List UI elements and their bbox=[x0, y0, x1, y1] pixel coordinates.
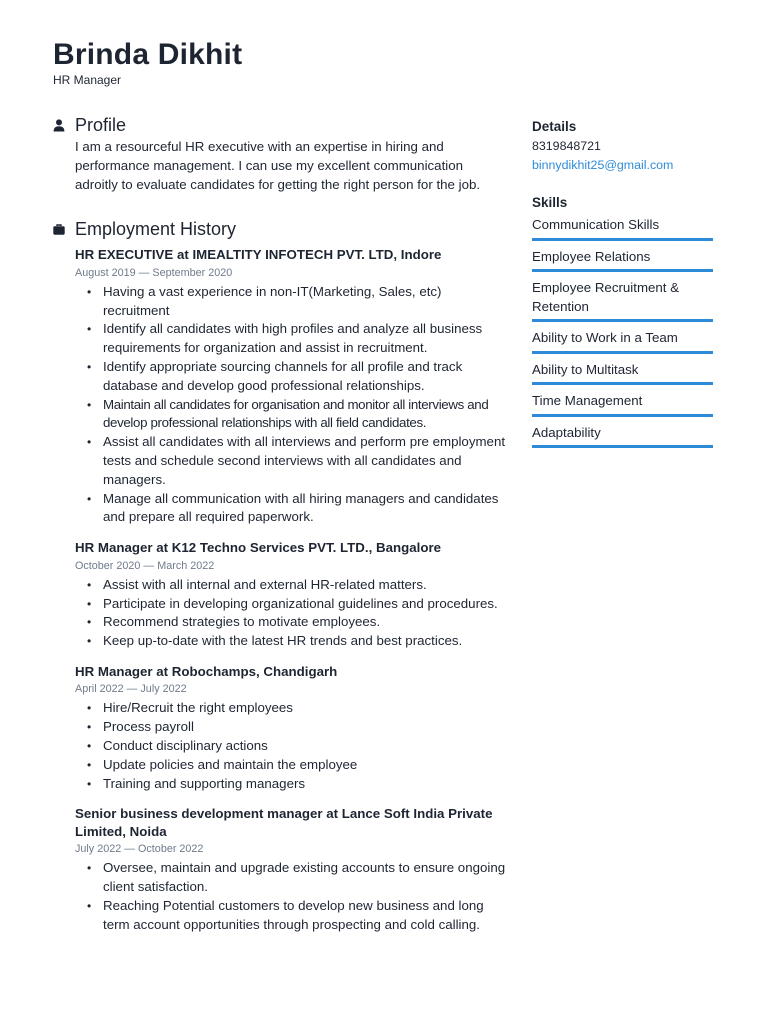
profile-section-header bbox=[53, 112, 508, 138]
job-title: HR Manager at Robochamps, Chandigarh bbox=[75, 663, 338, 679]
email-link[interactable]: binnydikhit25@gmail.com bbox=[532, 158, 674, 172]
job-title: HR Manager at K12 Techno Services PVT. LTD., Bangalore bbox=[75, 540, 442, 556]
skill-item: Adaptability bbox=[532, 424, 713, 449]
job-entry bbox=[75, 805, 508, 934]
job-entry bbox=[75, 663, 508, 793]
profile-heading: Profile bbox=[75, 114, 127, 135]
skills-list bbox=[532, 216, 713, 448]
employment-section-header bbox=[53, 216, 508, 242]
details-heading: Details bbox=[532, 119, 577, 134]
job-bullet: • Process payroll bbox=[75, 718, 508, 737]
candidate-name: Brinda Dikhit bbox=[53, 38, 243, 71]
job-bullet: • Update policies and maintain the employee bbox=[75, 756, 508, 775]
job-bullet: • Conduct disciplinary actions bbox=[75, 737, 508, 756]
job-bullets bbox=[75, 283, 508, 527]
candidate-title: HR Manager bbox=[53, 73, 122, 87]
job-title: HR EXECUTIVE at IMEALTITY INFOTECH PVT. LTD, Indore bbox=[75, 247, 442, 263]
job-bullet: • Assist with all internal and external HR-related matters. bbox=[75, 576, 508, 595]
job-dates: April 2022 — July 2022 bbox=[75, 683, 187, 696]
job-entry bbox=[75, 246, 508, 527]
briefcase-icon bbox=[53, 224, 75, 235]
job-bullets bbox=[75, 699, 508, 793]
job-dates: October 2020 — March 2022 bbox=[75, 559, 215, 572]
skill-item: Employee Relations bbox=[532, 248, 713, 273]
skill-item: Time Management bbox=[532, 392, 713, 417]
job-title: Senior business development manager at Lance Soft India Private Limited, Noida bbox=[75, 806, 493, 839]
skills-heading: Skills bbox=[532, 195, 568, 210]
job-dates: August 2019 — September 2020 bbox=[75, 266, 233, 279]
phone-number: 8319848721 bbox=[532, 139, 601, 153]
job-bullet: • Having a vast experience in non-IT(Marketing, Sales, etc) recruitment bbox=[75, 283, 508, 321]
job-bullet: • Identify appropriate sourcing channels for all profile and track database and develop good professional relationships. bbox=[75, 358, 508, 396]
job-bullet: • Identify all candidates with high profiles and analyze all business requirements for organization and assist in recruitment. bbox=[75, 320, 508, 358]
job-bullet: • Recommend strategies to motivate employees. bbox=[75, 613, 508, 632]
skill-item: Employee Recruitment & Retention bbox=[532, 279, 713, 322]
profile-summary: I am a resourceful HR executive with an expertise in hiring and performance management. I can use my excellent communication adroitly to evaluate candidates for getting the right person for the job. bbox=[75, 139, 481, 192]
skill-item: Ability to Multitask bbox=[532, 361, 713, 386]
job-bullet: • Assist all candidates with all interviews and perform pre employment tests and schedule second interviews with all candidates and managers. bbox=[75, 433, 508, 489]
job-dates: July 2022 — October 2022 bbox=[75, 843, 204, 856]
person-icon bbox=[53, 119, 75, 132]
job-bullets bbox=[75, 576, 508, 651]
skill-item: Ability to Work in a Team bbox=[532, 329, 713, 354]
job-bullet: • Manage all communication with all hiring managers and candidates and prepare all required paperwork. bbox=[75, 490, 508, 528]
job-bullet: • Participate in developing organizational guidelines and procedures. bbox=[75, 595, 508, 614]
employment-heading: Employment History bbox=[75, 218, 237, 239]
job-bullet: • Oversee, maintain and upgrade existing accounts to ensure ongoing client satisfaction. bbox=[75, 859, 508, 897]
job-entry bbox=[75, 539, 508, 651]
job-bullet: • Keep up-to-date with the latest HR trends and best practices. bbox=[75, 632, 508, 651]
sidebar-column bbox=[532, 118, 713, 455]
skill-item: Communication Skills bbox=[532, 216, 713, 241]
job-bullet: • Maintain all candidates for organisation and monitor all interviews and develop professional relationships with all field candidates. bbox=[75, 396, 508, 434]
job-bullet: • Training and supporting managers bbox=[75, 775, 508, 794]
job-bullets bbox=[75, 859, 508, 934]
job-bullet: • Hire/Recruit the right employees bbox=[75, 699, 508, 718]
main-column bbox=[53, 112, 508, 935]
job-bullet: • Reaching Potential customers to develop new business and long term account opportunities through prospecting and cold calling. bbox=[75, 897, 508, 935]
